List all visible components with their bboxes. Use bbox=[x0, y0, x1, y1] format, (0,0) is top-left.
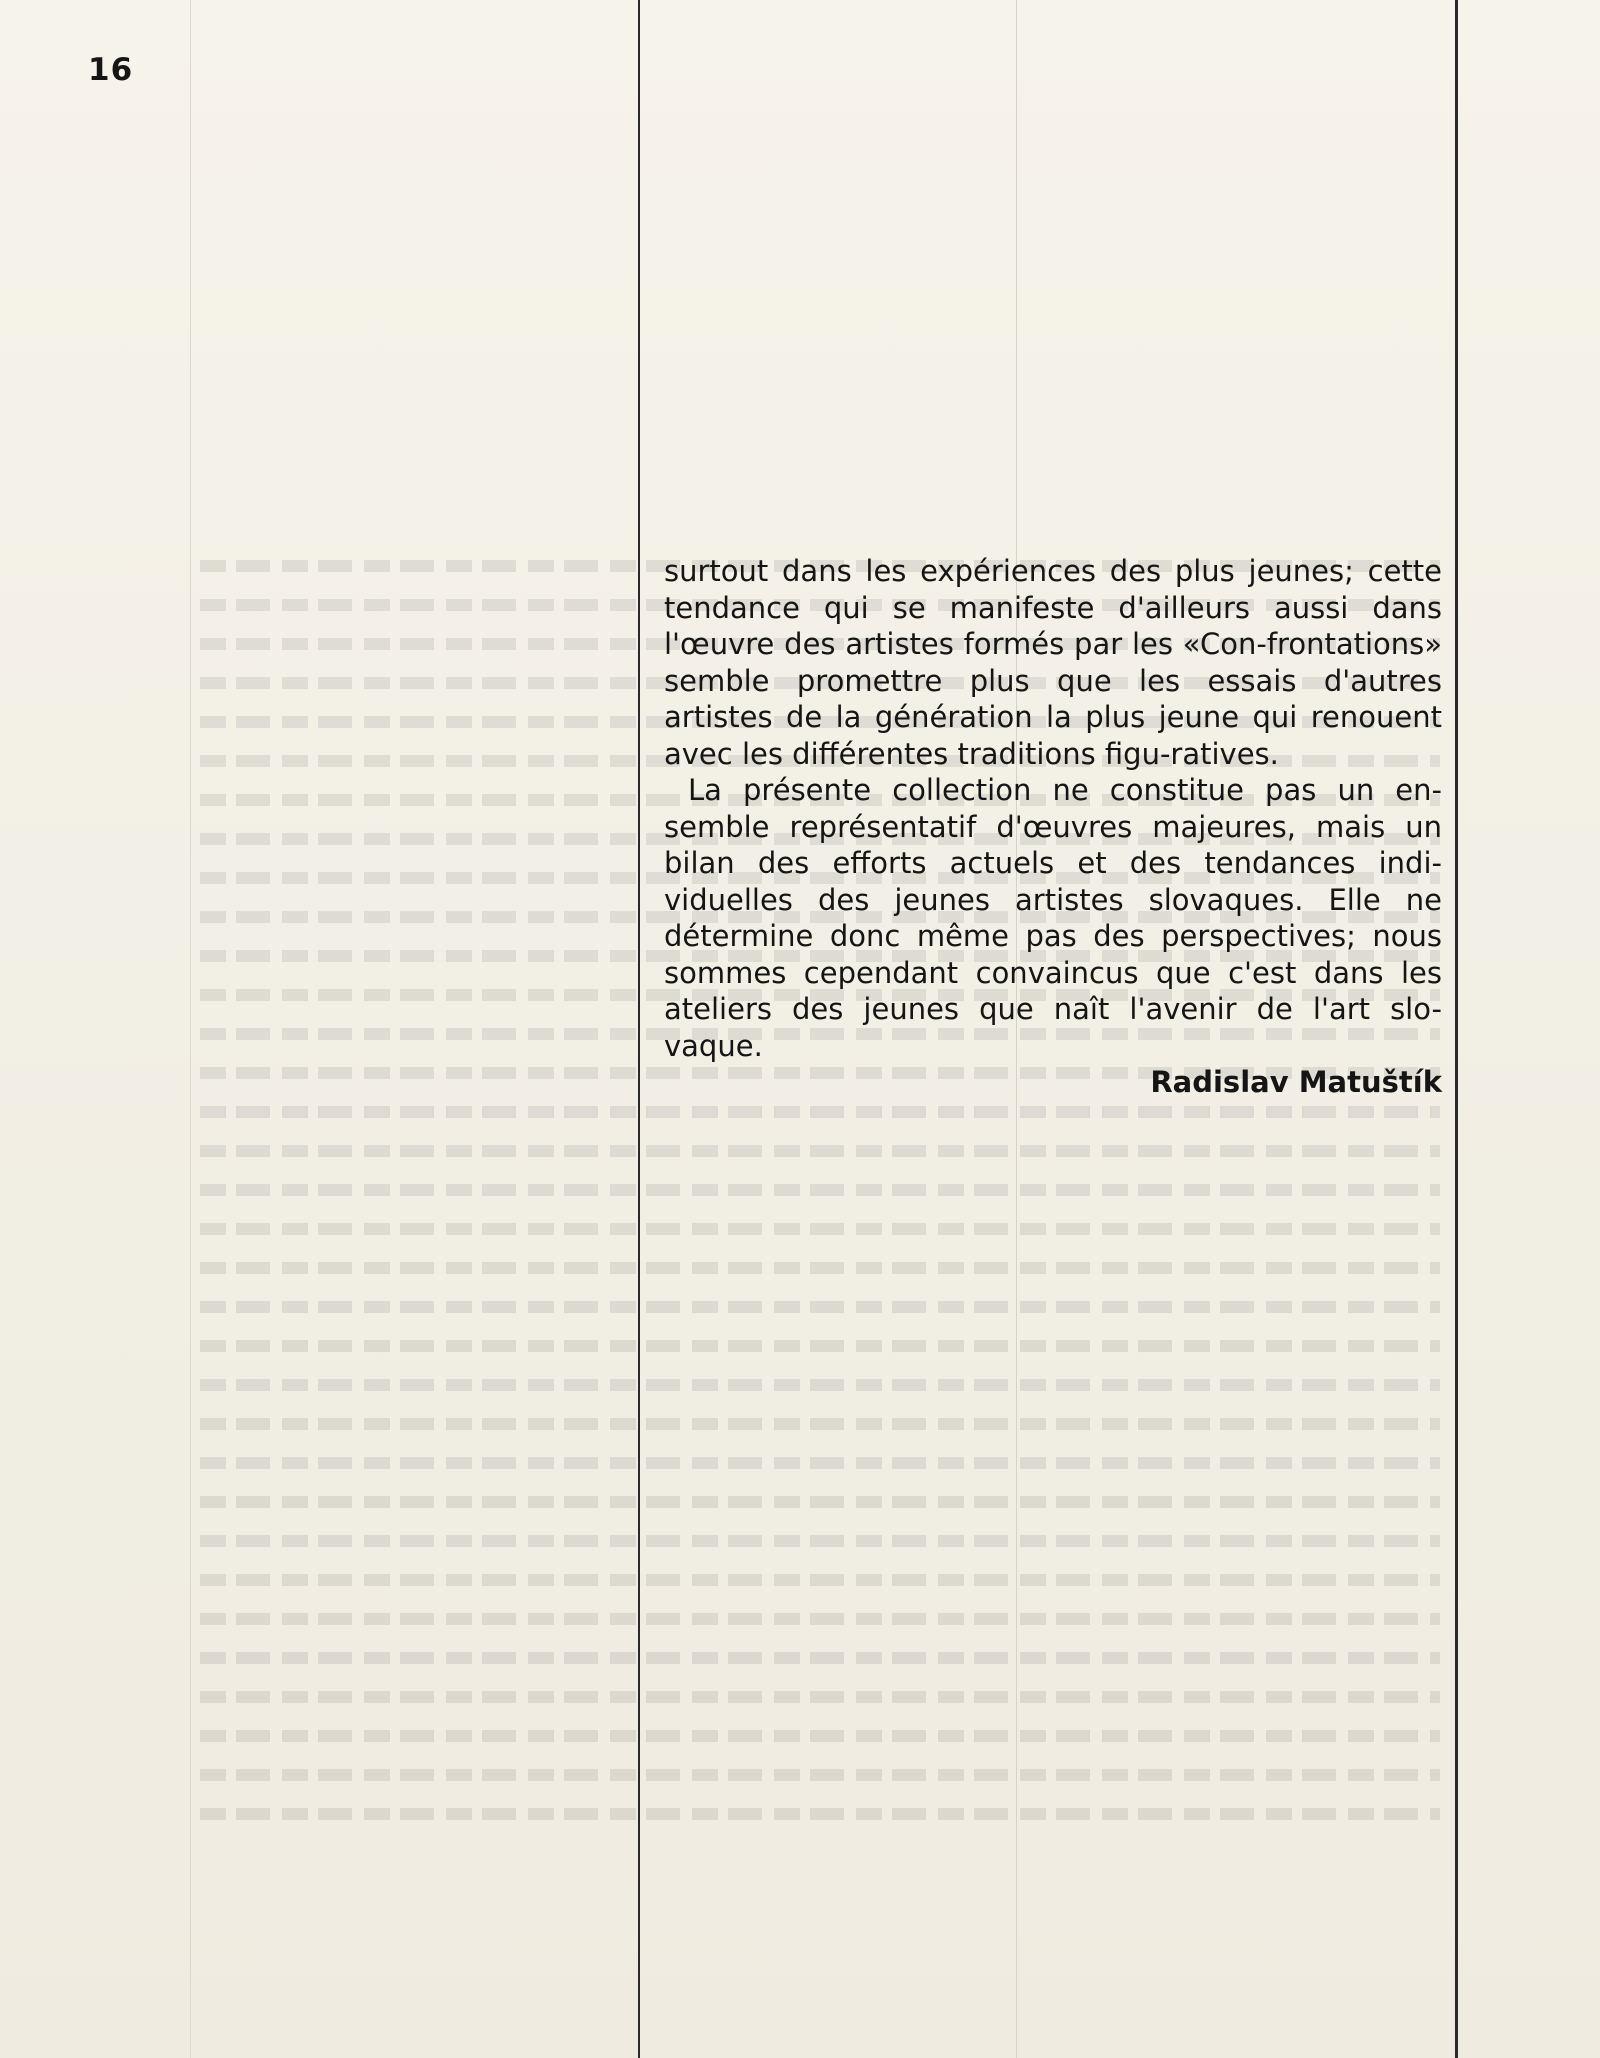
column-rule-right bbox=[1455, 0, 1458, 2058]
article-text bbox=[664, 553, 1442, 1101]
column-rule-center bbox=[638, 0, 640, 2058]
paragraph-2: La présente collection ne constitue pas un en-semble représentatif d'œuvres majeures, mais un bilan des efforts actuels et des tendances indi-viduelles des jeunes artistes slovaques. Elle ne détermine donc même pas des perspectives; nous sommes cependant convaincus que c'est dans les ateliers des jeunes que naît l'avenir de l'art slo-vaque. bbox=[664, 773, 1442, 1063]
paragraph-1: surtout dans les expériences des plus jeunes; cette tendance qui se manifeste d'ailleurs aussi dans l'œuvre des artistes formés par les «Con-frontations» semble promettre plus que les essais d'autres artistes de la génération la plus jeune qui renouent avec les différentes traditions figu-ratives. bbox=[664, 554, 1442, 771]
author-signature: Radislav Matuštík bbox=[1150, 1065, 1442, 1099]
page-number: 16 bbox=[88, 52, 134, 88]
faint-column-rule-left bbox=[190, 0, 191, 2058]
